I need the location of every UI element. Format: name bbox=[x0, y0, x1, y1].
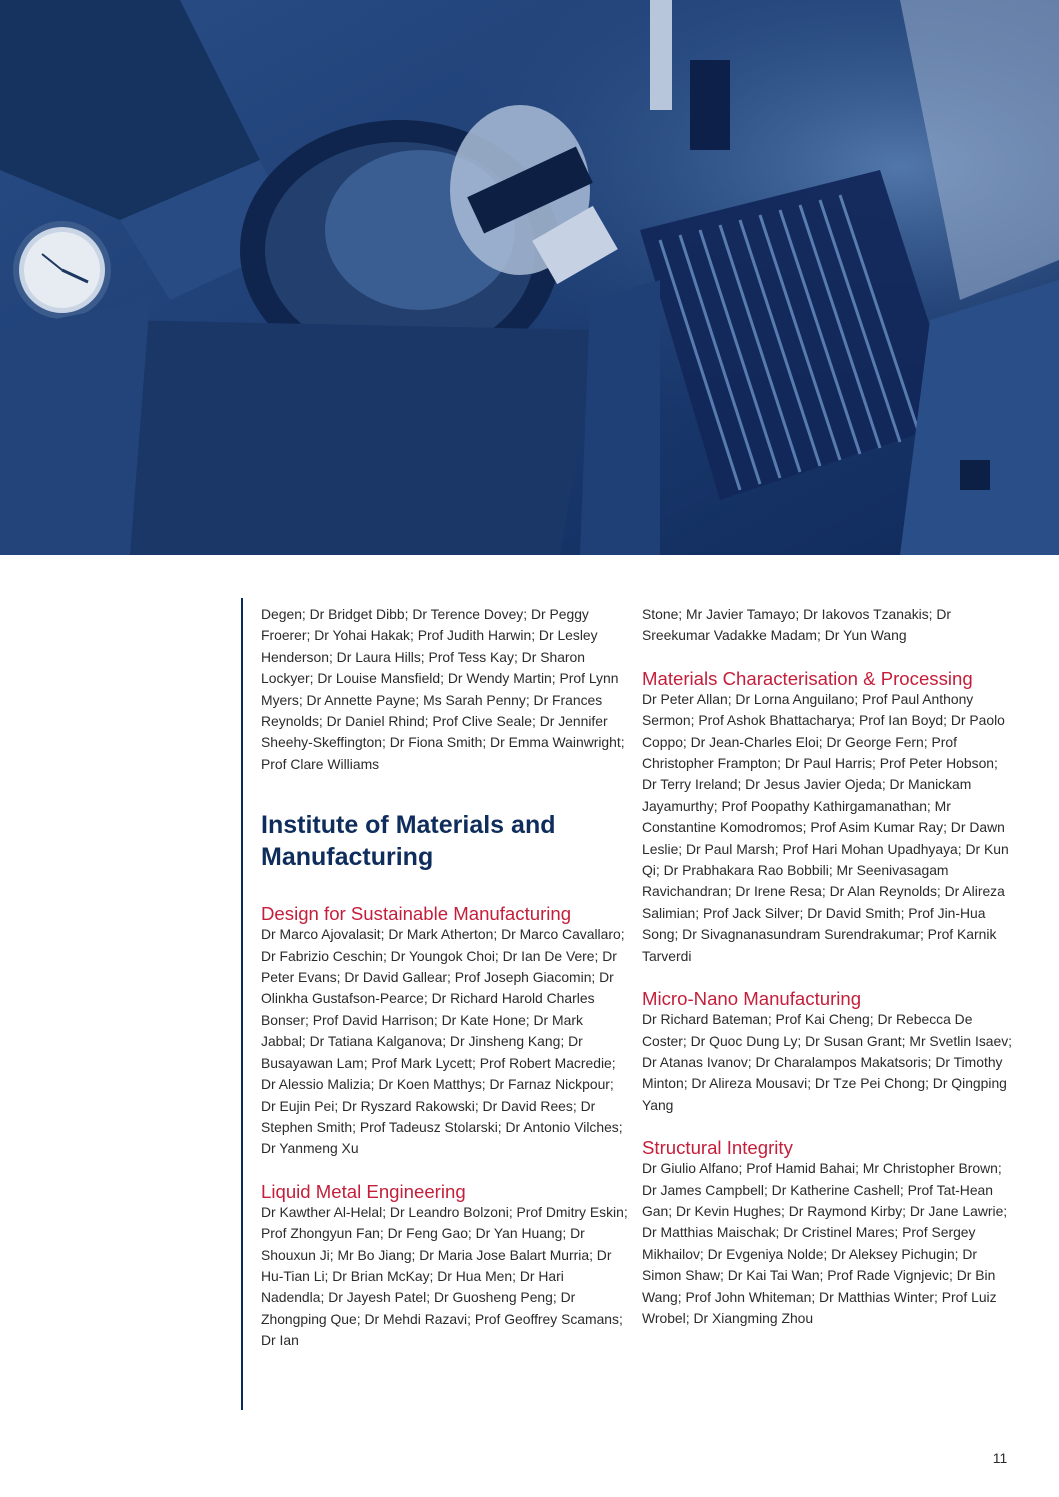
group-members: Dr Peter Allan; Dr Lorna Anguilano; Prof Paul Anthony Sermon; Prof Ashok Bhattacharya; Prof Ian Boyd; Dr Paolo Coppo; Dr Jean-Charles Eloi; Dr George Fern; Prof Christopher Frampton; Dr Paul Harris; Prof Peter Hobson; Dr Terry Ireland; Dr Jesus Javier Ojeda; Dr Manickam Jayamurthy; Prof Poopathy Kathirgamanathan; Mr Constantine Komodromos; Prof Asim Kumar Ray; Dr Dawn Leslie; Dr Paul Marsh; Prof Hari Mohan Upadhyaya; Dr Kun Qi; Dr Prabhakara Rao Bobbili; Mr Seenivasagam Ravichandran; Dr Irene Resa; Dr Alan Reynolds; Dr Alireza Salimian; Prof Jack Silver; Dr David Smith; Prof Jin-Hua Song; Dr Sivagnanasundram Surendrakumar; Prof Karnik Tarverdi bbox=[642, 690, 1009, 964]
institute-title: Institute of Materials and Manufacturing bbox=[261, 811, 556, 872]
group-members: Dr Richard Bateman; Prof Kai Cheng; Dr Rebecca De Coster; Dr Quoc Dung Ly; Dr Susan Grant; Mr Svetlin Isaev; Dr Atanas Ivanov; Dr Charalampos Makatsoris; Dr Timothy Minton; Dr Alireza Mousavi; Dr Tze Pei Chong; Dr Qingping Yang bbox=[642, 1011, 1013, 1113]
column-divider bbox=[241, 598, 243, 1410]
group-title: Design for Sustainable Manufacturing bbox=[261, 903, 572, 925]
left-column bbox=[261, 604, 629, 1352]
hero-image bbox=[0, 0, 1059, 555]
group-title: Structural Integrity bbox=[642, 1137, 793, 1159]
right-column bbox=[642, 604, 1014, 1329]
research-group bbox=[261, 903, 629, 1159]
page-number: 11 bbox=[992, 1450, 1008, 1466]
group-members: Dr Giulio Alfano; Prof Hamid Bahai; Mr Christopher Brown; Dr James Campbell; Dr Katherine Cashell; Prof Tat-Hean Gan; Dr Kevin Hughes; Dr Raymond Kirby; Dr Jane Lawrie; Dr Matthias Maischak; Dr Cristinel Mares; Prof Sergey Mikhailov; Dr Evgeniya Nolde; Dr Aleksey Pichugin; Dr Simon Shaw; Dr Kai Tai Wan; Prof Rade Vignjevic; Dr Bin Wang; Prof John Whiteman; Dr Matthias Winter; Prof Luiz Wrobel; Dr Xiangming Zhou bbox=[642, 1160, 1008, 1326]
group-title: Liquid Metal Engineering bbox=[261, 1180, 466, 1202]
research-group bbox=[642, 668, 1014, 967]
group-title: Materials Characterisation & Processing bbox=[642, 667, 973, 689]
continuation-text: Degen; Dr Bridget Dibb; Dr Terence Dovey; Dr Peggy Froerer; Dr Yohai Hakak; Prof Judith Harwin; Dr Lesley Henderson; Dr Laura Hills; Prof Tess Kay; Dr Sharon Lockyer; Dr Louise Mansfield; Dr Wendy Martin; Prof Lynn Myers; Dr Annette Payne; Ms Sarah Penny; Dr Frances Reynolds; Dr Daniel Rhind; Prof Clive Seale; Dr Jennifer Sheehy-Skeffington; Dr Fiona Smith; Dr Emma Wainwright; Prof Clare Williams bbox=[261, 606, 625, 772]
research-group bbox=[261, 1181, 629, 1352]
continuation-text: Stone; Mr Javier Tamayo; Dr Iakovos Tzanakis; Dr Sreekumar Vadakke Madam; Dr Yun Wang bbox=[642, 606, 952, 644]
research-group bbox=[642, 988, 1014, 1116]
machine-tool-photo-icon bbox=[0, 0, 1059, 555]
group-members: Dr Kawther Al-Helal; Dr Leandro Bolzoni; Prof Dmitry Eskin; Prof Zhongyun Fan; Dr Feng Gao; Dr Yan Huang; Dr Shouxun Ji; Mr Bo Jiang; Dr Maria Jose Balart Murria; Dr Hu-Tian Li; Dr Brian McKay; Dr Hua Men; Dr Hari Nadendla; Dr Jayesh Patel; Dr Guosheng Peng; Dr Zhongping Que; Dr Mehdi Razavi; Prof Geoffrey Scamans; Dr Ian bbox=[261, 1203, 628, 1349]
research-group bbox=[642, 1137, 1014, 1329]
group-members: Dr Marco Ajovalasit; Dr Mark Atherton; Dr Marco Cavallaro; Dr Fabrizio Ceschin; Dr Youngok Choi; Dr Ian De Vere; Dr Peter Evans; Dr David Gallear; Prof Joseph Giacomin; Dr Olinkha Gustafson-Pearce; Dr Richard Harold Charles Bonser; Prof David Harrison; Dr Kate Hone; Dr Mark Jabbal; Dr Tatiana Kalganova; Dr Jinsheng Kang; Dr Busayawan Lam; Prof Mark Lycett; Prof Robert Macredie; Dr Alessio Malizia; Dr Koen Matthys; Dr Farnaz Nickpour; Dr Eujin Pei; Dr Ryszard Rakowski; Dr David Rees; Dr Stephen Smith; Prof Tadeusz Stolarski; Dr Antonio Vilches; Dr Yanmeng Xu bbox=[261, 926, 625, 1157]
group-title: Micro-Nano Manufacturing bbox=[642, 988, 862, 1010]
